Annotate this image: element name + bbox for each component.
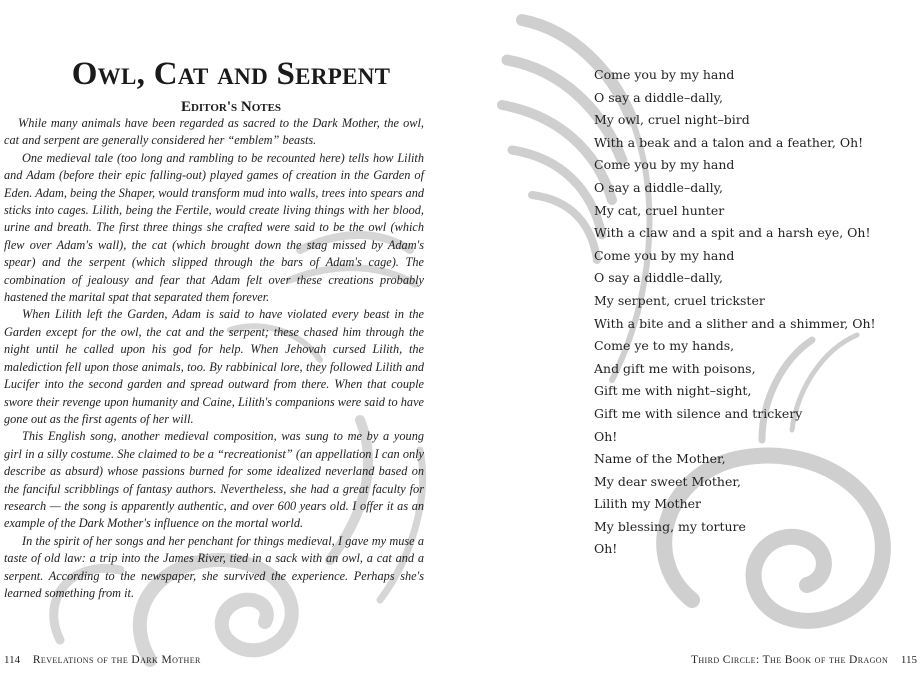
song-line: O say a diddle–dally, xyxy=(594,270,724,286)
song-lyrics xyxy=(594,64,876,561)
paragraph: This English song, another medieval composition, was sung to me by a young girl in a silly costume. She claimed to be a “recreationist” (an appellation I can only describe as absurd) whose passions burned for some idealized neverland based on the fanciful scribblings of fantasy authors. Nevertheless, she had a great faculty for research — the song is apparently authentic, and over 600 years old. I offer it as an example of the Dark Mother's influence on the mortal world. xyxy=(4,429,424,531)
right-footer xyxy=(691,654,917,666)
song-line: With a claw and a spit and a harsh eye, Oh! xyxy=(594,225,871,241)
song-line: Come ye to my hands, xyxy=(594,338,735,354)
paragraph: One medieval tale (too long and rambling to be recounted here) tells how Lilith and Adam (before their epic falling-out) played games of creation in the Garden of Eden. Adam, being the Shaper, would transform mud into walls, trees into spears and sticks into cages. Lilith, being the Fertile, would create living things with her blood, urine and breath. The first three things she crafted were said to be the owl (which flew over Adam's wall), the cat (which brought down the stag missed by Adam's spear) and the serpent (which slipped through the bars of Adam's cage). The combination of jealousy and fear that Adam felt over these creations probably hastened the marital spat that separated them forever. xyxy=(4,150,424,305)
song-line: Lilith my Mother xyxy=(594,496,702,512)
song-line: My dear sweet Mother, xyxy=(594,473,741,489)
song-line: Gift me with silence and trickery xyxy=(594,405,803,421)
page-number-left: 114 xyxy=(4,654,21,666)
paragraph: In the spirit of her songs and her penchant for things medieval, I gave my muse a taste of old law: a trip into the James River, tied in a sack with an owl, a cat and a serpent. According to the newspaper, she survived the experience. Perhaps she's learned something from it. xyxy=(4,533,424,600)
left-footer xyxy=(4,654,201,666)
song-line: Come you by my hand xyxy=(594,157,735,173)
song-line: With a beak and a talon and a feather, Oh! xyxy=(594,134,864,150)
page-number-right: 115 xyxy=(900,654,917,666)
song-line: O say a diddle–dally, xyxy=(594,179,724,195)
song-line: Oh! xyxy=(594,428,618,444)
song-line: Come you by my hand xyxy=(594,67,735,82)
running-title-right: Third Circle: The Book of the Dragon xyxy=(690,654,889,666)
song-line: My blessing, my torture xyxy=(594,518,746,534)
song-line: And gift me with poisons, xyxy=(594,360,756,376)
editors-notes-body xyxy=(4,115,424,602)
paragraph: When Lilith left the Garden, Adam is said to have violated every beast in the Garden except for the owl, the cat and the serpent; these chased him through the night until he called upon his god for help. When Jehovah cursed Lilith, the malediction fell upon those animals, too. By rabbinical lore, they followed Lilith and Lucifer into the second garden and spread outward from there. When that couple swore their revenge upon humanity and Caine, Lilith's companions were said to have gone out as the first agents of her will. xyxy=(4,307,424,426)
article-title: Owl, Cat and Serpent xyxy=(71,56,391,92)
song-line: Name of the Mother, xyxy=(594,451,726,467)
song-line: My serpent, cruel trickster xyxy=(594,292,765,308)
running-title-left: Revelations of the Dark Mother xyxy=(32,654,201,666)
right-page xyxy=(462,0,923,676)
song-line: With a bite and a slither and a shimmer, Oh! xyxy=(594,315,876,331)
song-line: Oh! xyxy=(594,541,618,557)
song-line: Come you by my hand xyxy=(594,247,735,263)
song-line: My cat, cruel hunter xyxy=(594,202,725,218)
song-line: O say a diddle–dally, xyxy=(594,89,724,105)
song-line: Gift me with night–sight, xyxy=(594,383,752,399)
song-line: My owl, cruel night–bird xyxy=(594,112,750,128)
section-subtitle: Editor's Notes xyxy=(180,99,282,115)
paragraph: While many animals have been regarded as sacred to the Dark Mother, the owl, cat and serpent are generally considered her “emblem” beasts. xyxy=(4,116,424,148)
